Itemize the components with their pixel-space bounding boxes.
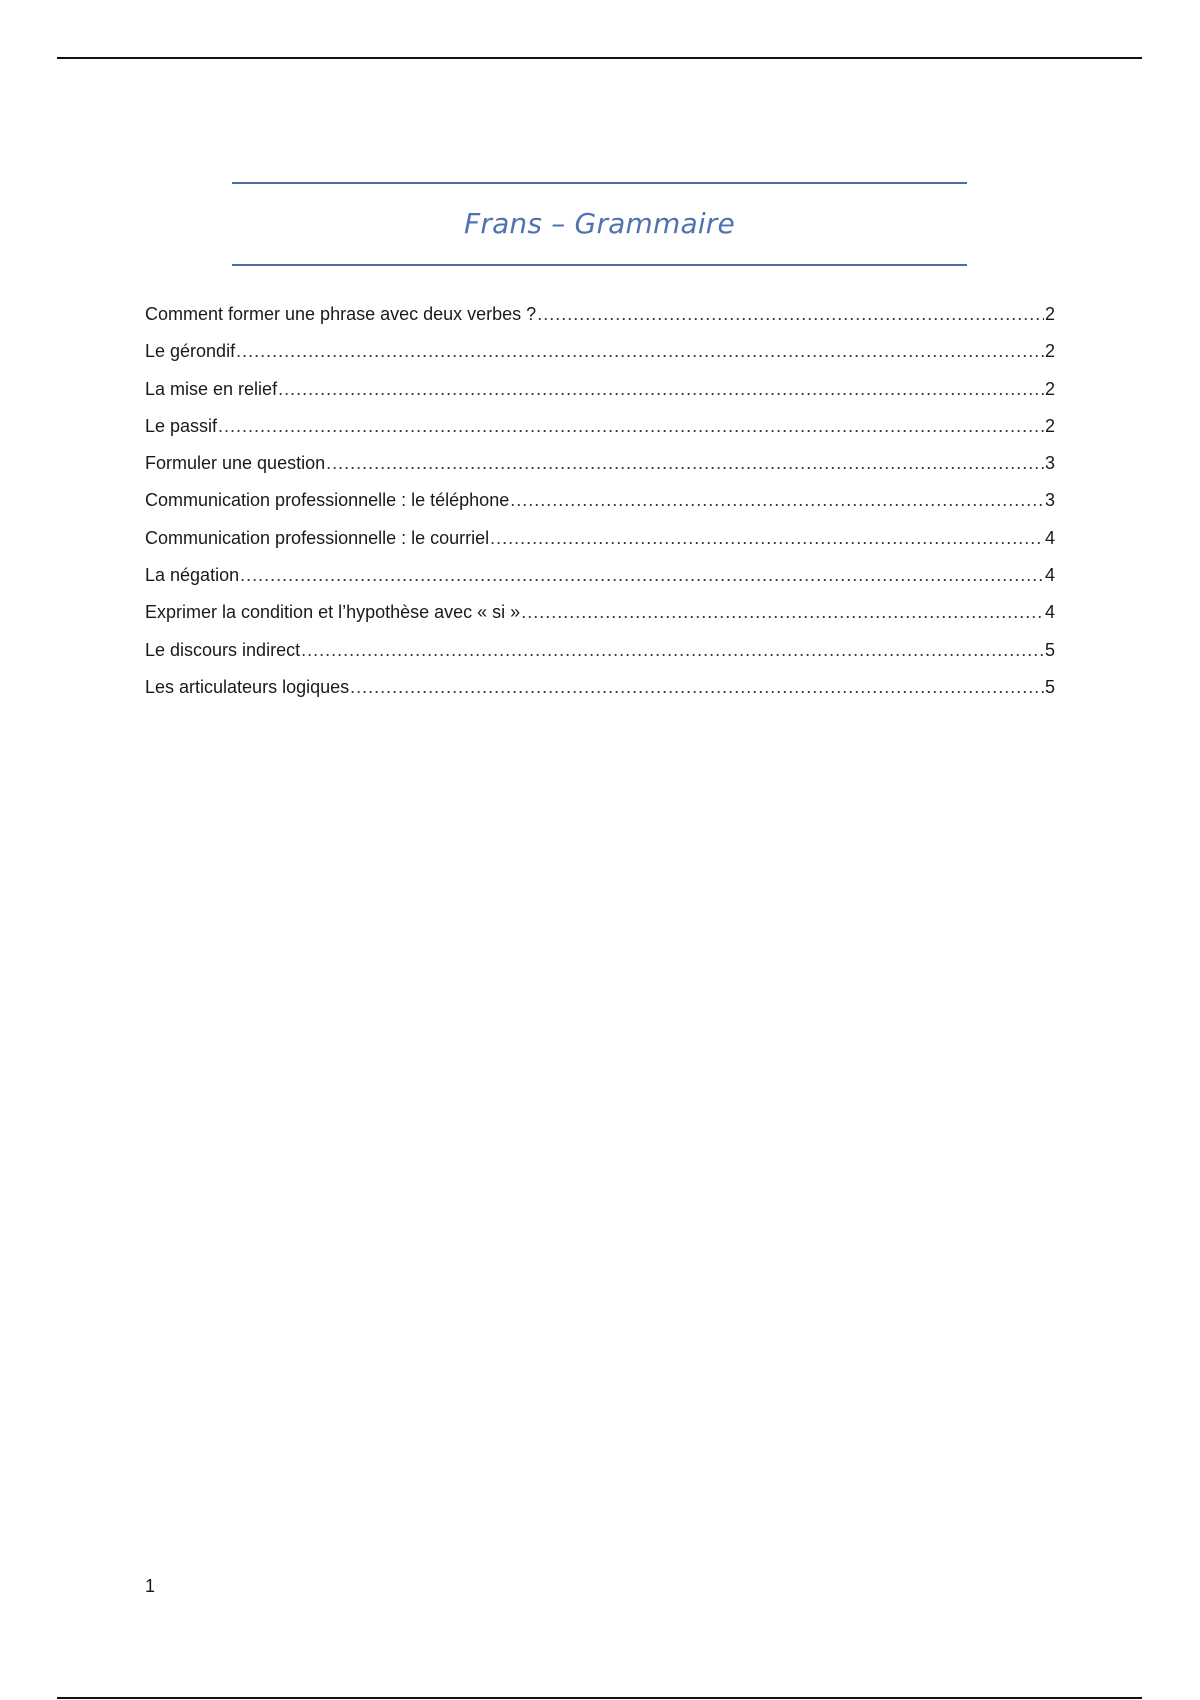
toc-entry-label: Les articulateurs logiques bbox=[145, 676, 350, 697]
toc-entry-page: 5 bbox=[1044, 639, 1055, 660]
toc-entry-page: 3 bbox=[1044, 490, 1055, 511]
toc-dot-leader bbox=[236, 333, 1044, 370]
toc-entry[interactable] bbox=[145, 296, 1055, 333]
toc-entry-page: 4 bbox=[1044, 602, 1055, 623]
toc-entry-page: 4 bbox=[1044, 527, 1055, 548]
toc-dot-leader bbox=[218, 408, 1044, 445]
toc-entry[interactable] bbox=[145, 482, 1055, 519]
toc-dot-leader bbox=[537, 296, 1044, 333]
toc-entry-label: La négation bbox=[145, 565, 240, 586]
document-title: Frans – Grammaire bbox=[464, 207, 735, 240]
toc-dot-leader bbox=[350, 669, 1044, 706]
toc-entry[interactable] bbox=[145, 445, 1055, 482]
toc-entry[interactable] bbox=[145, 669, 1055, 706]
toc-entry-label: Comment former une phrase avec deux verbes ? bbox=[145, 304, 537, 324]
toc-entry-label: Le passif bbox=[145, 415, 218, 436]
title-bottom-rule bbox=[232, 264, 967, 266]
toc-dot-leader bbox=[490, 520, 1044, 557]
toc-entry[interactable] bbox=[145, 371, 1055, 408]
toc-entry-page: 2 bbox=[1044, 378, 1055, 399]
toc-entry-page: 3 bbox=[1044, 453, 1055, 474]
toc-entry-page: 5 bbox=[1044, 676, 1055, 697]
toc-dot-leader bbox=[240, 557, 1044, 594]
toc-entry[interactable] bbox=[145, 632, 1055, 669]
toc-entry-page: 2 bbox=[1044, 341, 1055, 362]
toc-entry[interactable] bbox=[145, 333, 1055, 370]
table-of-contents bbox=[145, 296, 1055, 706]
toc-entry-label: Formuler une question bbox=[145, 453, 326, 474]
toc-entry-page: 4 bbox=[1044, 565, 1055, 586]
toc-dot-leader bbox=[521, 594, 1044, 631]
toc-entry-label: Exprimer la condition et l’hypothèse avec « si » bbox=[145, 602, 521, 623]
toc-entry-label: Le gérondif bbox=[145, 341, 236, 362]
page-number: 1 bbox=[145, 1576, 156, 1596]
toc-entry-page: 2 bbox=[1044, 415, 1055, 436]
toc-dot-leader bbox=[278, 371, 1044, 408]
header-rule bbox=[57, 57, 1142, 59]
toc-entry-label: Communication professionnelle : le téléphone bbox=[145, 490, 510, 511]
toc-entry[interactable] bbox=[145, 594, 1055, 631]
toc-dot-leader bbox=[510, 482, 1044, 519]
toc-dot-leader bbox=[301, 632, 1044, 669]
toc-entry-page: 2 bbox=[1044, 304, 1055, 324]
title-block bbox=[232, 182, 967, 266]
toc-entry[interactable] bbox=[145, 557, 1055, 594]
toc-entry-label: Le discours indirect bbox=[145, 639, 301, 660]
toc-entry[interactable] bbox=[145, 520, 1055, 557]
toc-entry-label: Communication professionnelle : le courriel bbox=[145, 527, 490, 548]
toc-entry-label: La mise en relief bbox=[145, 378, 278, 399]
footer-rule bbox=[57, 1697, 1142, 1699]
toc-dot-leader bbox=[326, 445, 1044, 482]
toc-entry[interactable] bbox=[145, 408, 1055, 445]
